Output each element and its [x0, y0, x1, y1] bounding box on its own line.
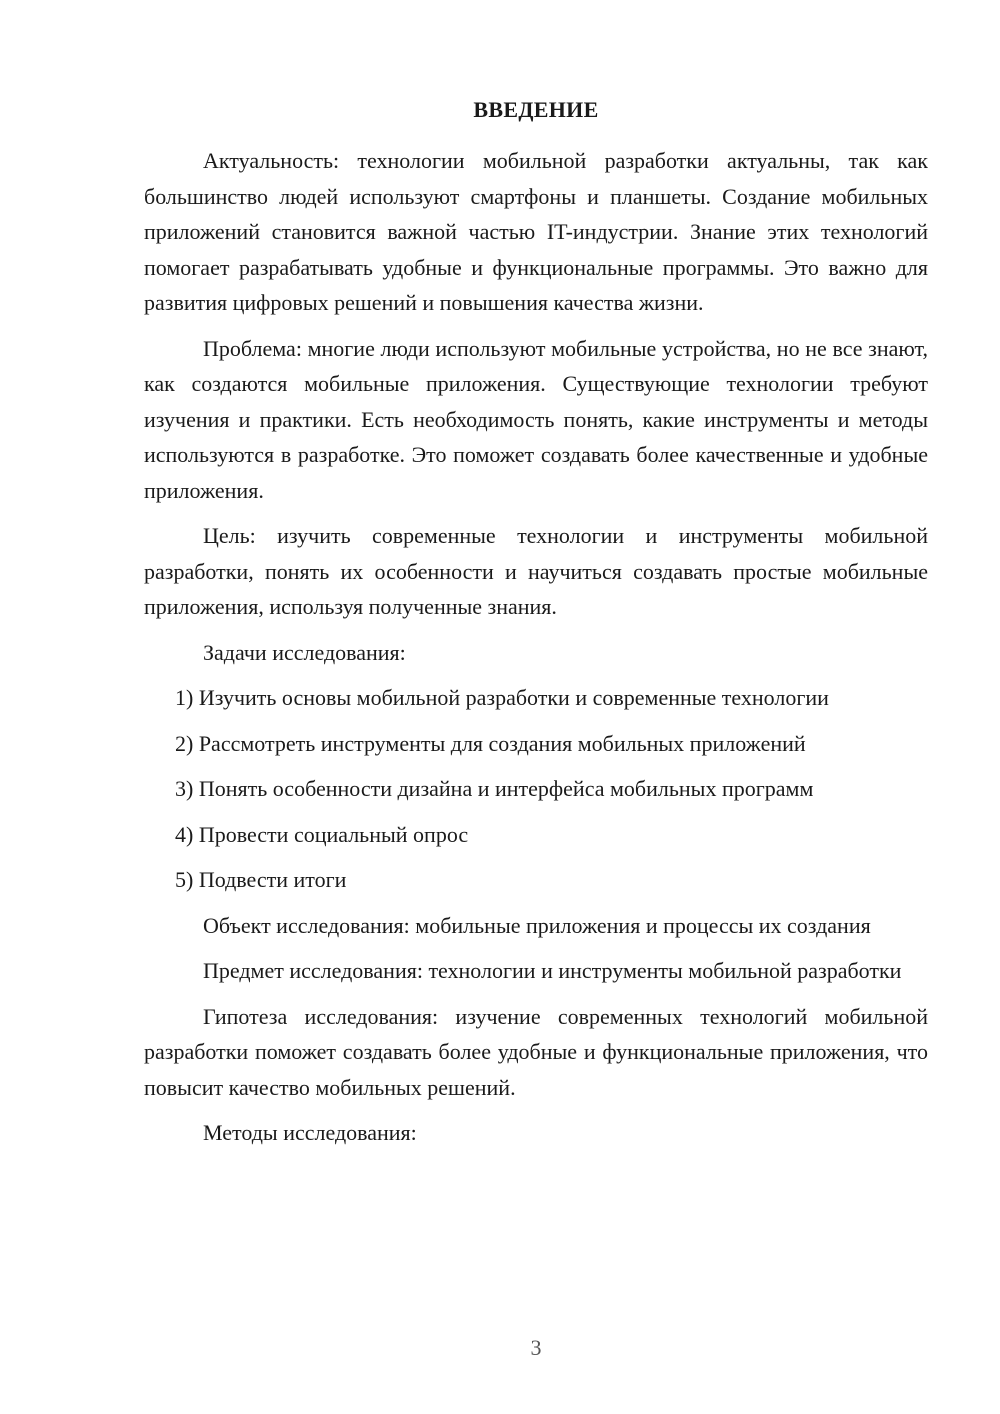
task-item: 5) Подвести итоги — [175, 867, 347, 892]
paragraph-object: Объект исследования: мобильные приложения и процессы их создания — [203, 912, 871, 938]
paragraph-subject: Предмет исследования: технологии и инструменты мобильной разработки — [203, 958, 902, 983]
tasks-heading: Задачи исследования: — [203, 639, 406, 665]
methods-heading: Методы исследования: — [203, 1120, 417, 1145]
paragraph-relevance: Актуальность: технологии мобильной разработки актуальны, так как большинство людей используют смартфоны и планшеты. Создание мобильных приложений становится важной частью IT-индустрии. Знание этих технологий помогает разрабатывать удобные и функциональные программы. Это важно для развития цифровых решений и повышения качества жизни. — [144, 148, 928, 315]
task-item: 3) Понять особенности дизайна и интерфейса мобильных программ — [175, 776, 814, 801]
document-body — [144, 143, 928, 1161]
page-number: 3 — [530, 1335, 542, 1360]
task-item: 2) Рассмотреть инструменты для создания мобильных приложений — [175, 730, 806, 756]
page-title: ВВЕДЕНИЕ — [473, 97, 599, 122]
paragraph-problem: Проблема: многие люди используют мобильные устройства, но не все знают, как создаются мобильные приложения. Существующие технологии требуют изучения и практики. Есть необходимость понять, какие инструменты и методы используются в разработке. Это поможет создавать более качественные и удобные приложения. — [144, 335, 928, 503]
task-item: 1) Изучить основы мобильной разработки и современные технологии — [175, 685, 829, 710]
paragraph-hypothesis: Гипотеза исследования: изучение современных технологий мобильной разработки поможет создавать более удобные и функциональные приложения, что повысит качество мобильных решений. — [144, 1003, 928, 1100]
paragraph-goal: Цель: изучить современные технологии и инструменты мобильной разработки, понять их особенности и научиться создавать простые мобильные приложения, используя полученные знания. — [144, 523, 928, 619]
task-item: 4) Провести социальный опрос — [175, 821, 469, 847]
tasks-list — [144, 680, 928, 898]
